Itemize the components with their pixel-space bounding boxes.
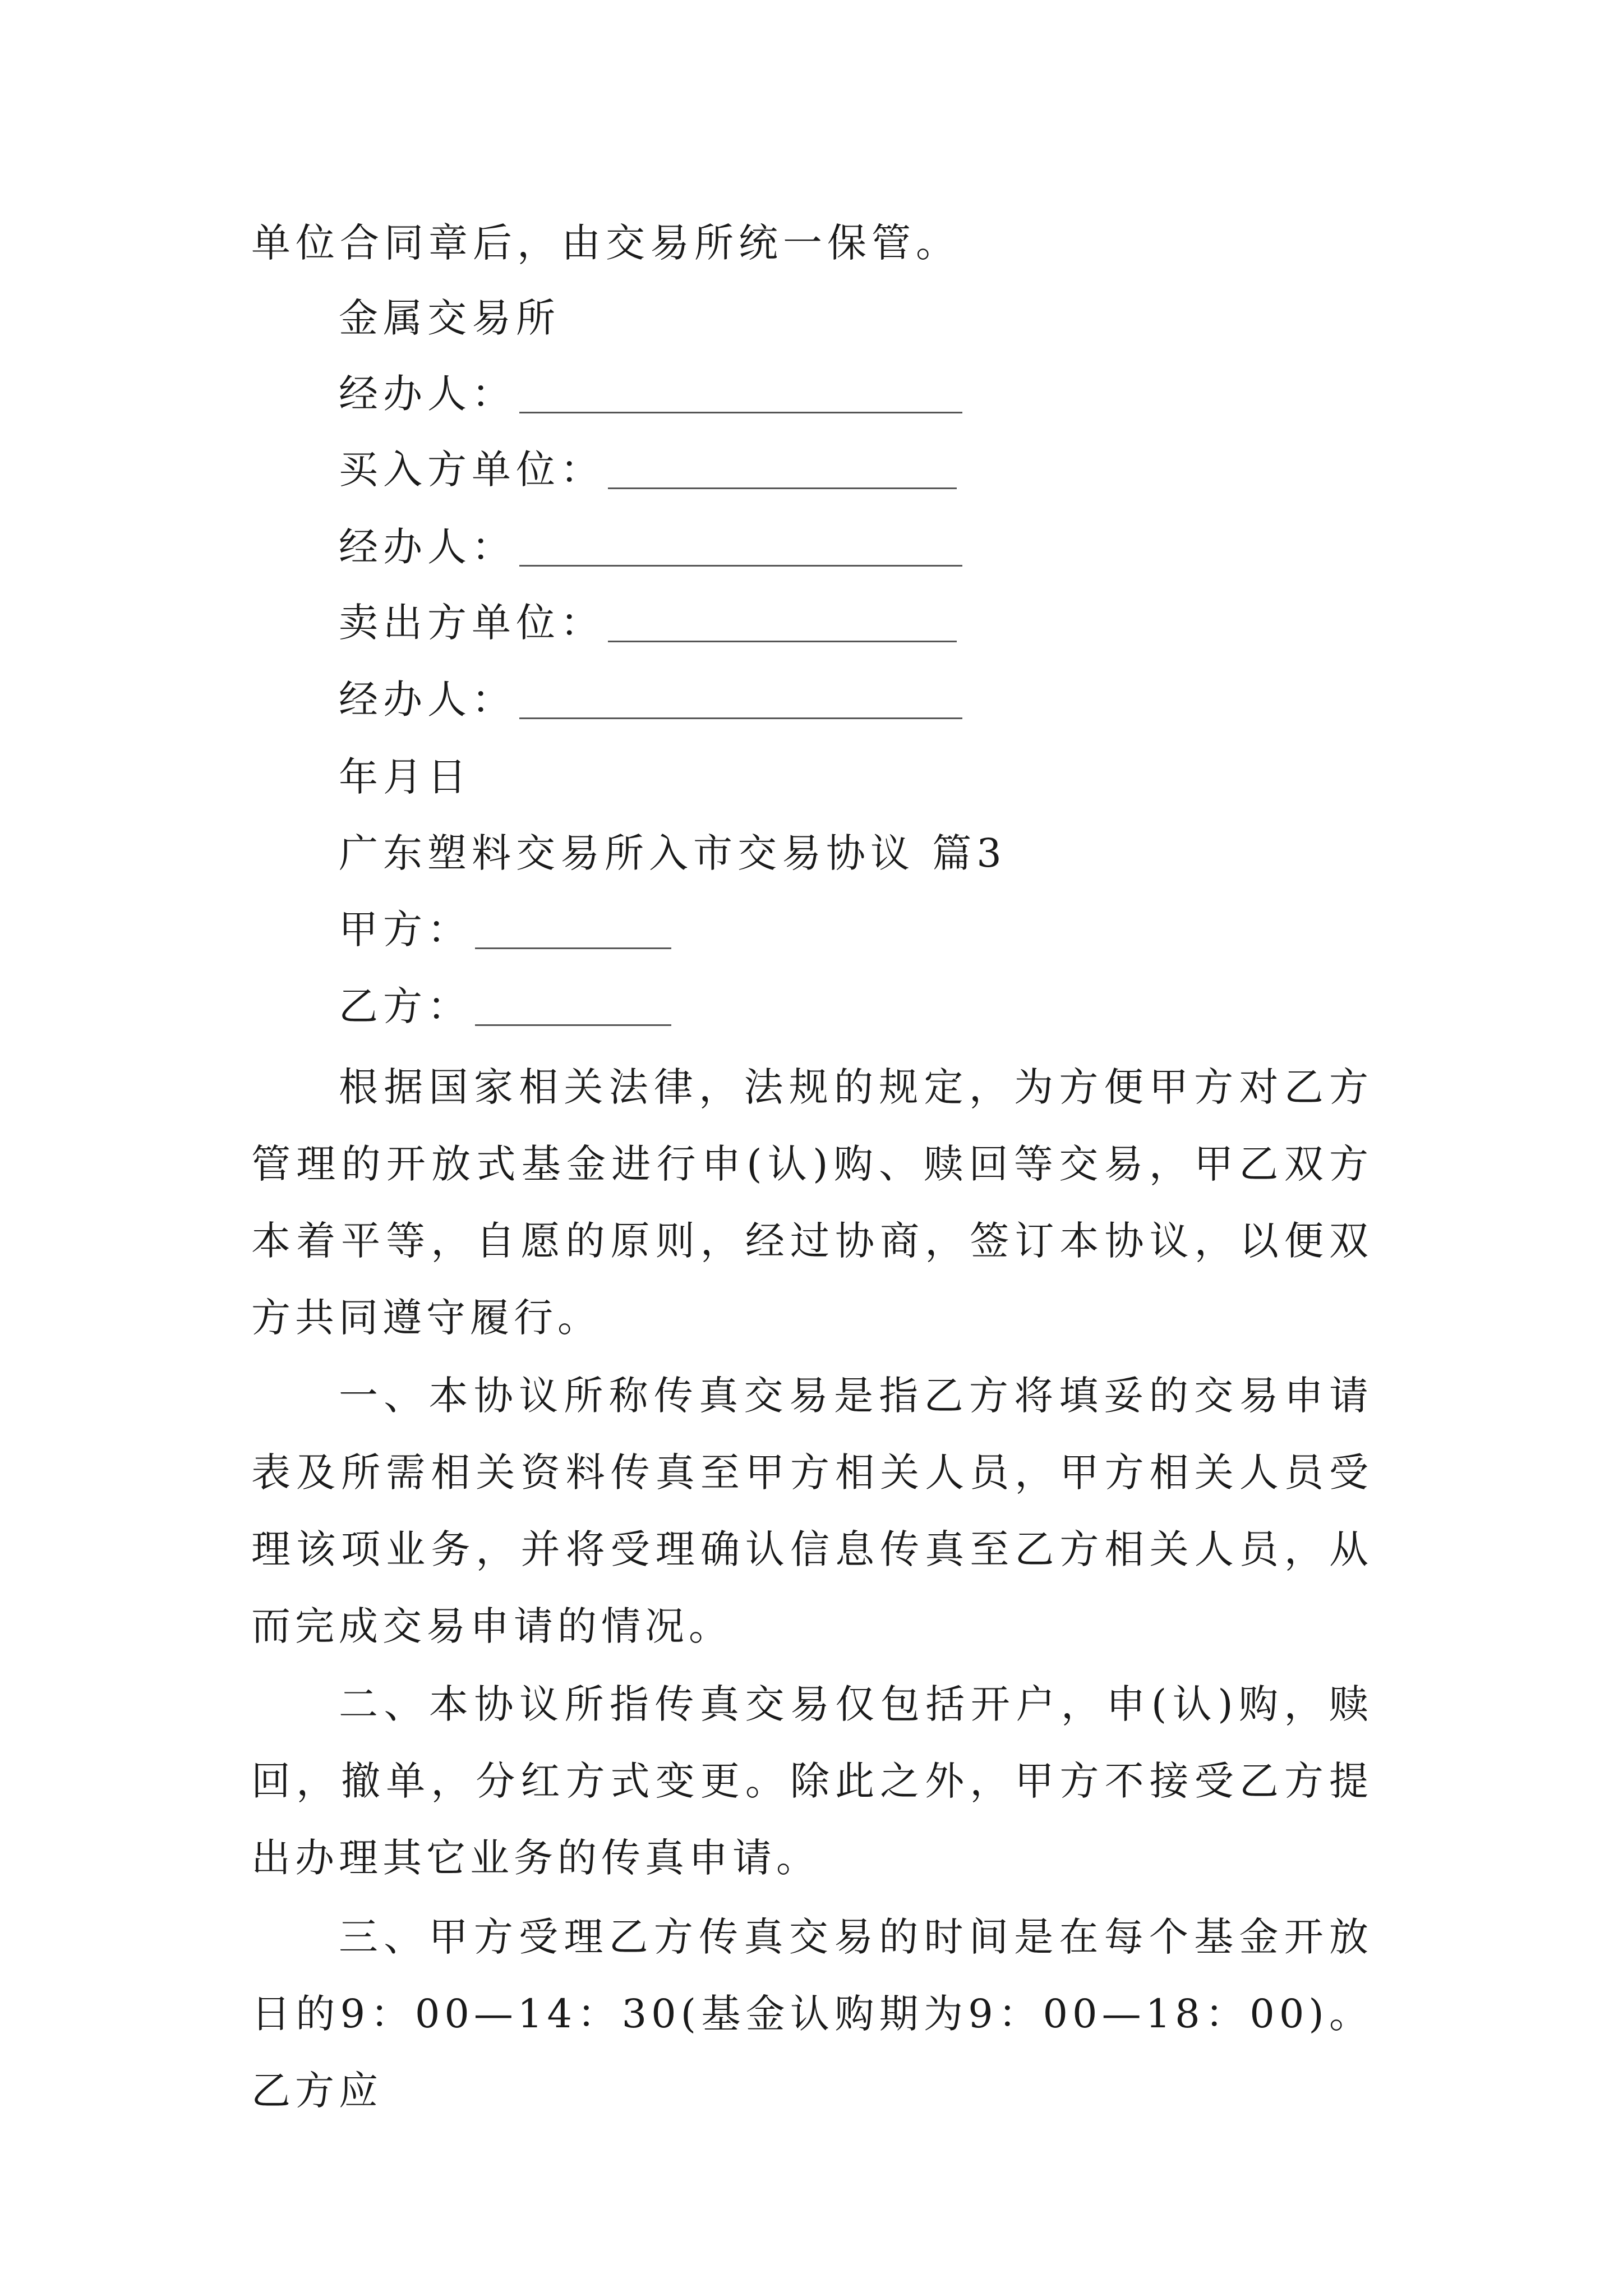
paragraph-clause-2: 二、本协议所指传真交易仅包括开户，申(认)购，赎回，撤单，分红方式变更。除此之外，甲方不接受乙方提出办理其它业务的传真申请。 [251,1681,1373,1881]
section-heading: 广东塑料交易所入市交易协议 篇3 [339,830,1007,876]
handler-blank [519,375,962,413]
party-b-label: 乙方： [339,983,472,1029]
handler-label: 经办人： [339,371,516,417]
buyer-label: 买入方单位： [339,447,605,493]
party-a-line [339,907,671,953]
handler-label: 经办人： [339,524,516,570]
paragraph-intro: 根据国家相关法律，法规的规定，为方便甲方对乙方管理的开放式基金进行申(认)购、赎回等交易，甲乙双方本着平等，自愿的原则，经过协商，签订本协议，以便双方共同遵守履行。 [251,1064,1373,1341]
party-a-label: 甲方： [339,907,472,953]
seller-label: 卖出方单位： [339,600,605,646]
handler-blank [519,680,962,719]
seller-line [339,600,957,646]
handler-blank [519,528,962,567]
paragraph-clause-3: 三、甲方受理乙方传真交易的时间是在每个基金开放日的9：00—14：30(基金认购期为9：00—18：00)。乙方应 [251,1914,1373,2114]
party-b-line [339,983,671,1029]
handler-line-3 [339,677,962,723]
exchange-name: 金属交易所 [339,295,560,341]
handler-line-2 [339,524,962,570]
paragraph-clause-1: 一、本协议所称传真交易是指乙方将填妥的交易申请表及所需相关资料传真至甲方相关人员，甲方相关人员受理该项业务，并将受理确认信息传真至乙方相关人员，从而完成交易申请的情况。 [251,1373,1373,1649]
continuation-line: 单位合同章后，由交易所统一保管。 [251,220,960,266]
party-a-blank [475,910,671,949]
buyer-line [339,447,957,493]
date-line: 年月日 [339,754,472,800]
buyer-blank [608,450,957,489]
handler-line-1 [339,371,962,417]
handler-label: 经办人： [339,677,516,723]
party-b-blank [475,987,671,1026]
seller-blank [608,604,957,642]
